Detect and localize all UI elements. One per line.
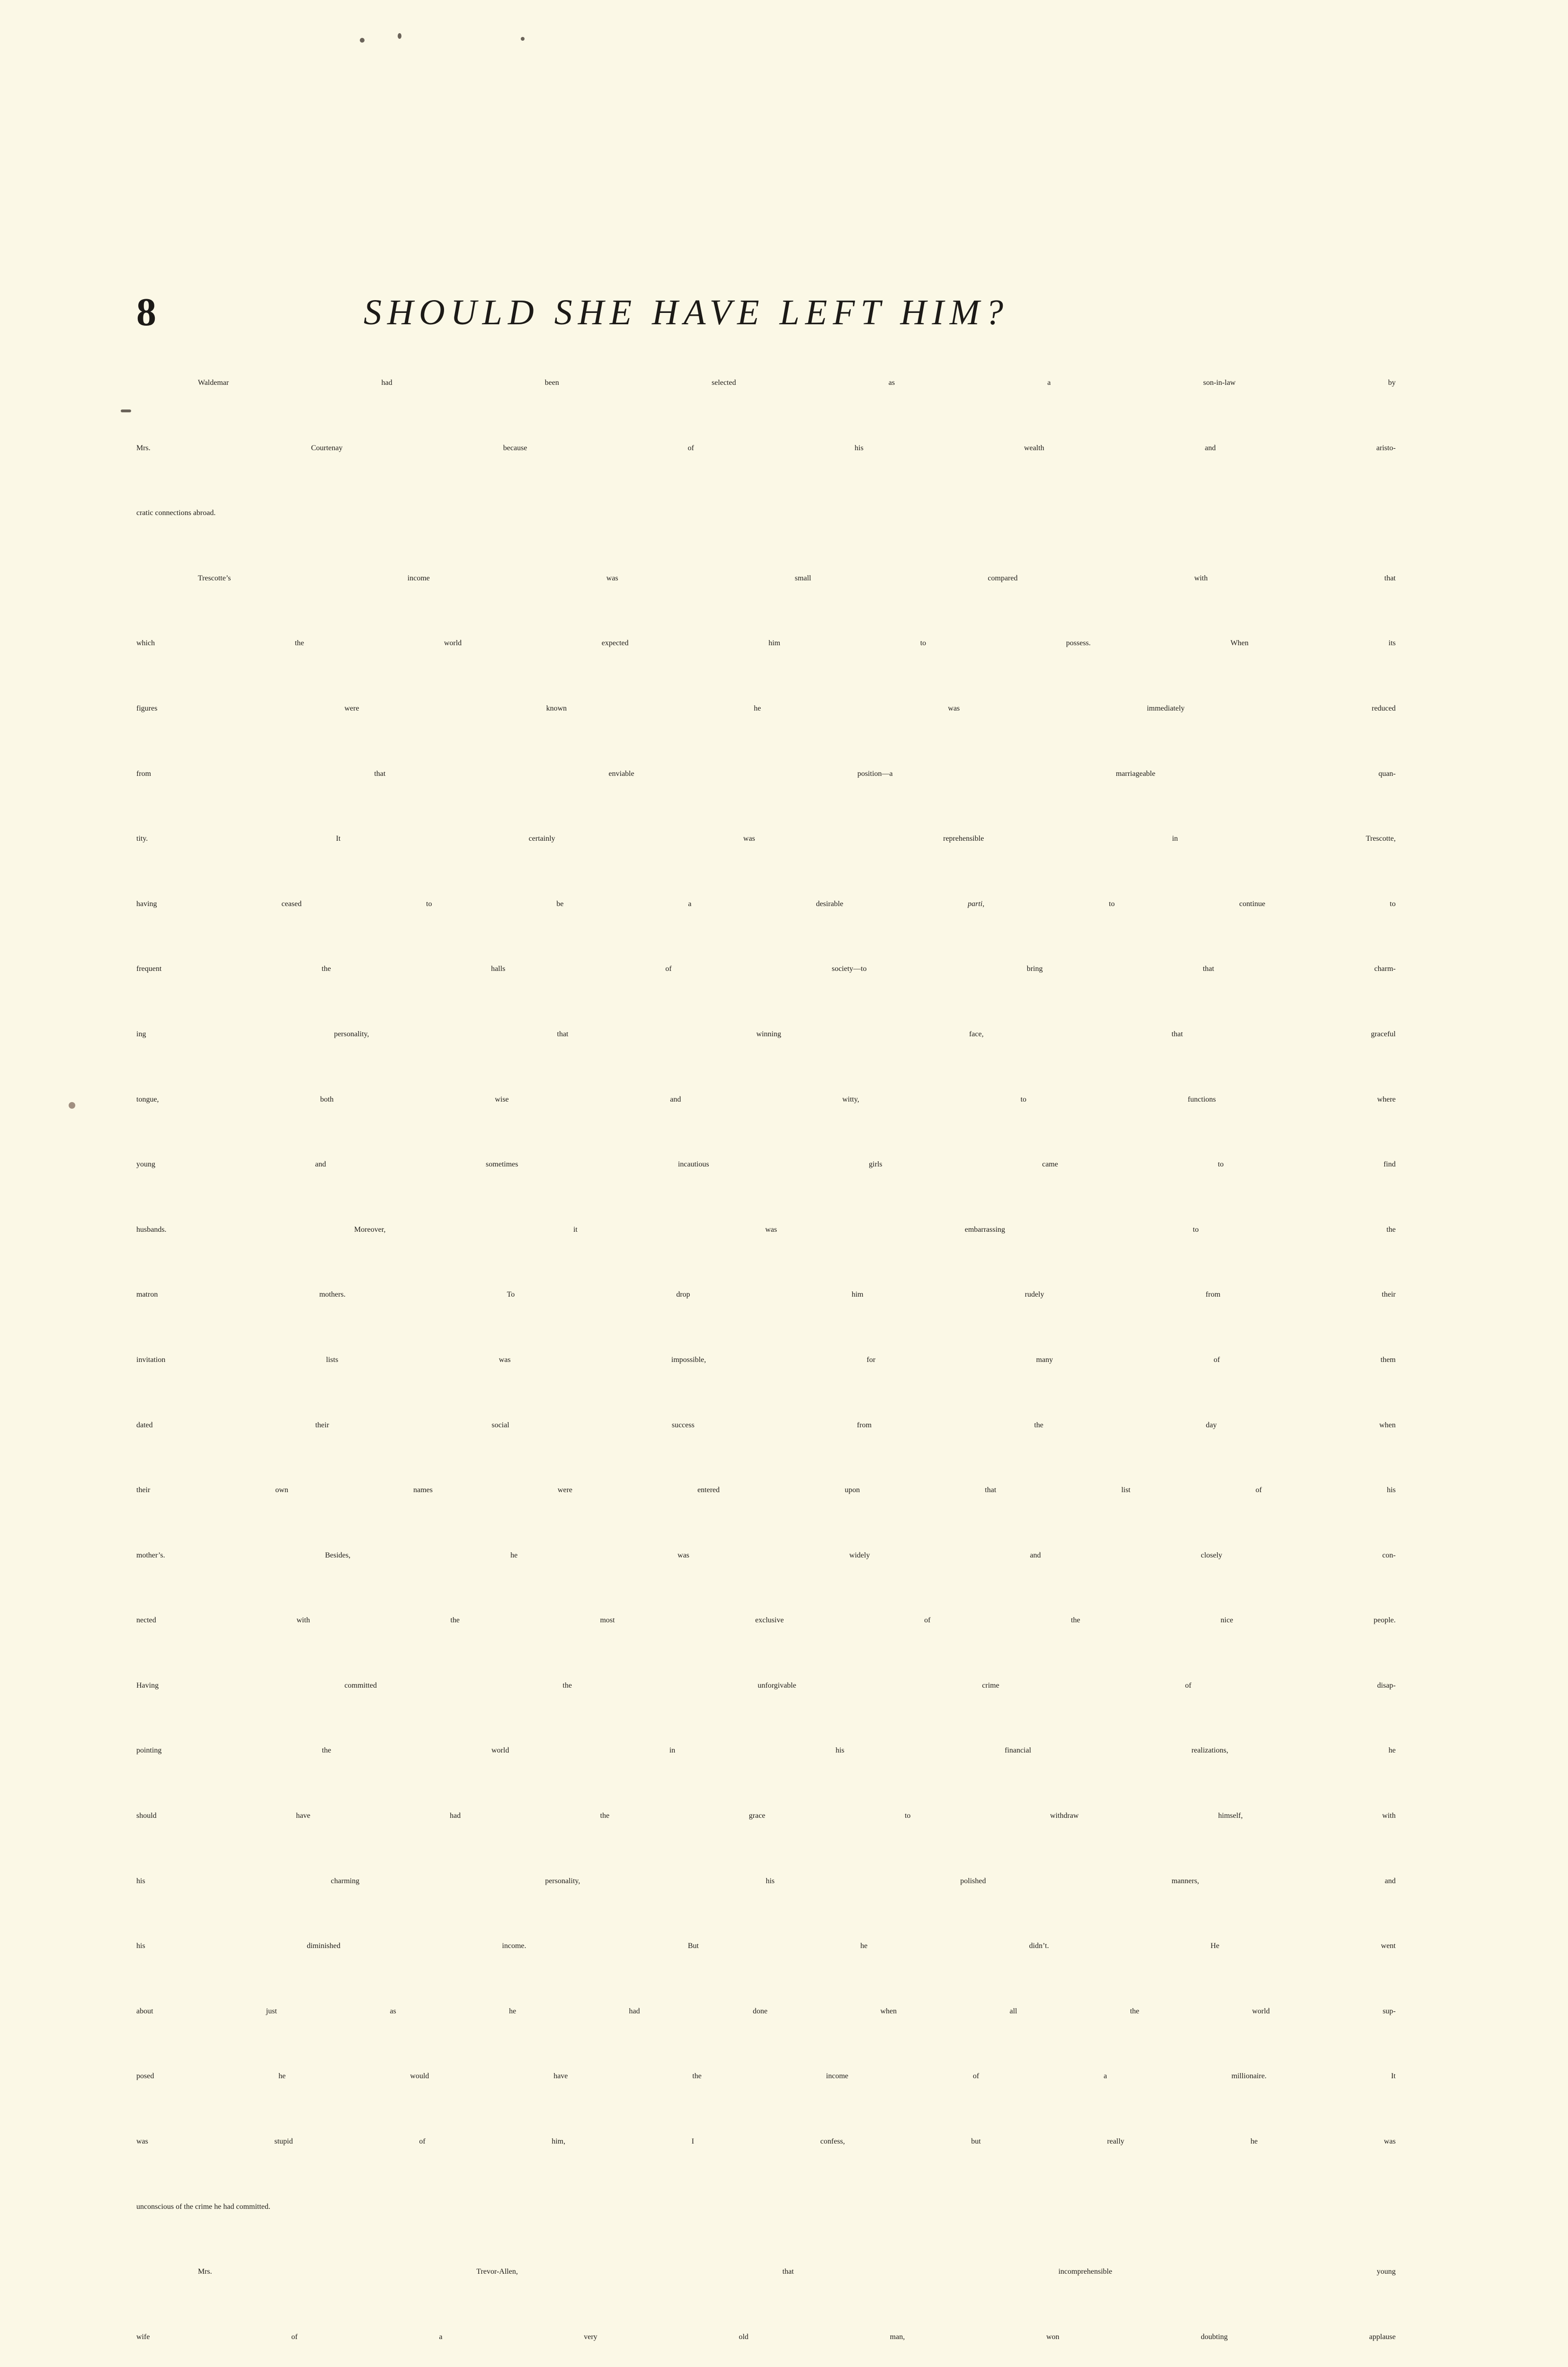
text-line: which the world expected him to possess. When its xyxy=(136,639,1396,648)
text-line: invitation lists was impossible, for many of them xyxy=(136,1355,1396,1364)
text-line: dated their social success from the day when xyxy=(136,1421,1396,1429)
text-line: tongue, both wise and witty, to functions where xyxy=(136,1095,1396,1103)
page-number: 8 xyxy=(136,290,156,334)
running-title: SHOULD SHE HAVE LEFT HIM? xyxy=(364,293,1009,332)
text-line: was stupid of him, I confess, but really he was xyxy=(136,2137,1396,2146)
paper-speck xyxy=(69,1102,75,1109)
text-line: their own names were entered upon that list of his xyxy=(136,1486,1396,1495)
italic-word: parti xyxy=(968,899,983,908)
paper-speck xyxy=(521,37,525,41)
text-line: mother’s. Besides, he was widely and closely con- xyxy=(136,1551,1396,1559)
text-line: should have had the grace to withdraw himself, with xyxy=(136,1812,1396,1820)
text-line: wife of a very old man, won doubting applause xyxy=(136,2332,1396,2341)
text-line: frequent the halls of society—to bring that charm- xyxy=(136,965,1396,973)
text-line: Trescotte’s income was small compared with that xyxy=(198,574,1396,582)
page-header xyxy=(136,284,1396,341)
text-line: matron mothers. To drop him rudely from their xyxy=(136,1290,1396,1299)
body-text xyxy=(136,379,1396,2367)
text-line: Waldemar had been selected as a son-in-law by xyxy=(198,379,1396,387)
text-line: pointing the world in his financial realizations, he xyxy=(136,1746,1396,1755)
text-line: from that enviable position—a marriageable quan- xyxy=(136,769,1396,778)
text-line: cratic connections abroad. xyxy=(136,509,216,517)
text-line: unconscious of the crime he had committed. xyxy=(136,2202,271,2211)
text-line: his diminished income. But he didn’t. He went xyxy=(136,1942,1396,1950)
text-line: nected with the most exclusive of the nice people. xyxy=(136,1616,1396,1625)
paper-speck xyxy=(398,33,401,39)
text-line: Mrs. Trevor-Allen, that incomprehensible young xyxy=(198,2268,1396,2276)
text-line: about just as he had done when all the world sup- xyxy=(136,2007,1396,2015)
text-line: Mrs. Courtenay because of his wealth and aristo- xyxy=(136,444,1396,452)
text-segment: , to continue to xyxy=(982,899,1396,908)
text-line-with-italic xyxy=(136,900,1396,965)
text-line: posed he would have the income of a millionaire. It xyxy=(136,2072,1396,2081)
paper-speck xyxy=(121,409,131,412)
text-line: tity. It certainly was reprehensible in Trescotte, xyxy=(136,835,1396,843)
text-segment: having ceased to be a desirable xyxy=(136,899,968,908)
text-line: ing personality, that winning face, that graceful xyxy=(136,1030,1396,1038)
text-line: his charming personality, his polished manners, and xyxy=(136,1877,1396,1885)
paper-speck xyxy=(360,38,365,43)
text-line: husbands. Moreover, it was embarrassing to the xyxy=(136,1225,1396,1234)
text-line: Having committed the unforgivable crime of disap- xyxy=(136,1681,1396,1690)
text-line: young and sometimes incautious girls came to find xyxy=(136,1160,1396,1169)
text-line: figures were known he was immediately reduced xyxy=(136,704,1396,712)
